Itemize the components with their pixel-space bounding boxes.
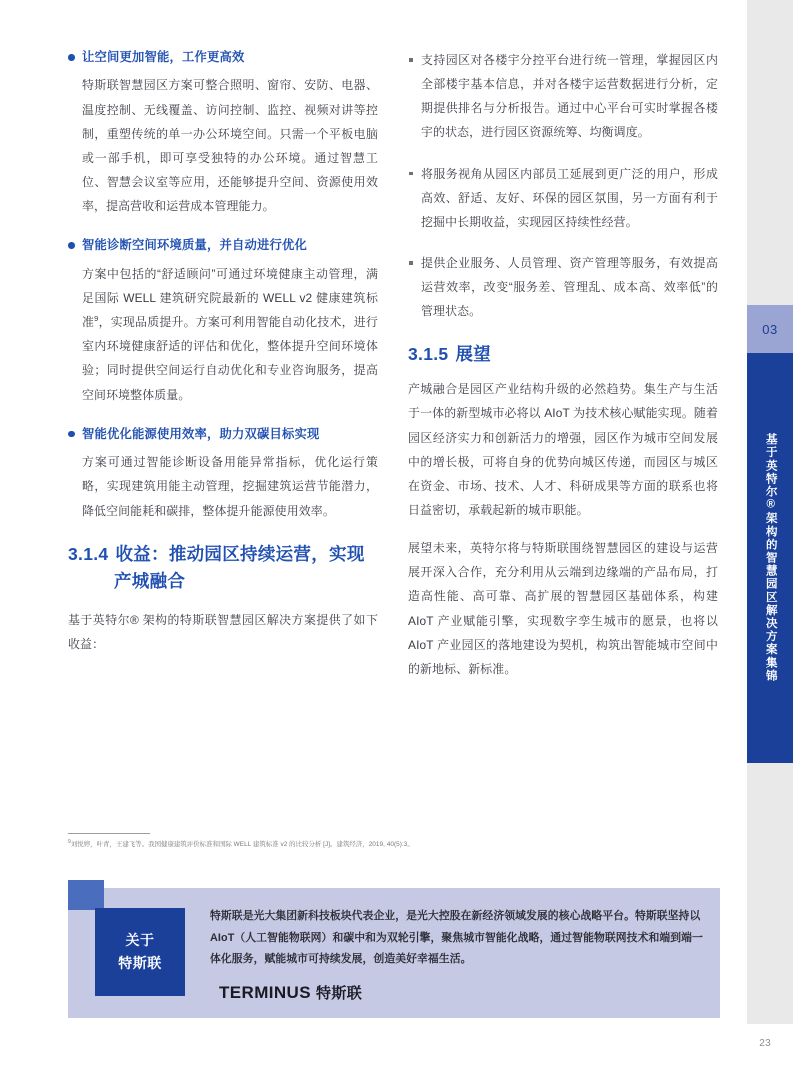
bullet-dot-icon [68, 242, 75, 249]
left-column [68, 48, 378, 670]
terminus-logo [219, 982, 362, 1003]
square-bullet-1-text: 支持园区对各楼宇分控平台进行统一管理，掌握园区内全部楼宇基本信息，并对各楼宇运营数据进行分析，定期提供排名与分析报告。通过中心平台可实时掌握各楼宇的状态，进行园区资源统筹、均衡调度。 [421, 53, 718, 140]
footnote-divider [68, 833, 150, 834]
bullet-body-2-part2: ，实现品质提升。方案可利用智能自动化技术，进行室内环境健康舒适的评估和优化，整体提升空间环境体验；同时提供空间运行自动优化和专业咨询服务，提高空间环境整体质量。 [82, 315, 378, 402]
about-label-block [95, 908, 185, 996]
bullet-heading-1 [68, 48, 378, 66]
bullet-dot-icon [68, 431, 75, 438]
square-bullet-1 [408, 48, 718, 145]
footnote-marker: 9 [68, 838, 71, 845]
section-heading-3-1-4 [68, 541, 378, 596]
section-number-3-1-5: 3.1.5 [408, 343, 449, 364]
chapter-number: 03 [747, 305, 793, 353]
square-bullet-3-text: 提供企业服务、人员管理、资产管理等服务，有效提高运营效率，改变“服务差、管理乱、成本高、效率低”的管理状态。 [421, 256, 718, 319]
section-3-1-5-paragraph-1: 产城融合是园区产业结构升级的必然趋势。集生产与生活于一体的新型城市必将以 AIoT 为技术核心赋能实现。随着园区经济实力和创新活力的增强，园区作为城市空间发展中的增长极，可将自身的优势向城区传递，而园区与城区在资金、市场、技术、人才、科研成果等方面的联系也将日益密切，承载起新的城市职能。 [408, 382, 718, 517]
about-label-line1: 关于 [125, 932, 155, 949]
footnote-marker-inline: 9 [94, 314, 99, 324]
chapter-title-tab [747, 353, 793, 763]
square-bullet-icon [409, 172, 413, 176]
square-bullet-2-text: 将服务视角从园区内部员工延展到更广泛的用户，形成高效、舒适、友好、环保的园区氛围，另一方面有利于挖掘中长期收益，实现园区持续性经营。 [421, 166, 718, 229]
section-title-3-1-4-line1: 收益：推动园区持续运营，实现 [115, 543, 365, 564]
chapter-title-text: 基于英特尔®架构的智慧园区解决方案集锦 [764, 433, 777, 683]
square-bullet-icon [409, 261, 413, 265]
terminus-logo-en: TERMINUS [219, 983, 311, 1002]
bullet-body-3: 方案可通过智能诊断设备用能异常指标，优化运行策略，实现建筑用能主动管理，挖掘建筑运营节能潜力，降低空间能耗和碳排，整体提升能源使用效率。 [82, 455, 378, 518]
section-3-1-5-paragraph-2: 展望未来，英特尔将与特斯联围绕智慧园区的建设与运营展开深入合作，充分利用从云端到边缘端的产品布局，打造高性能、高可靠、高扩展的智慧园区基础体系，构建 AIoT 产业赋能引擎，实现数字孪生城市的愿景，也将以 AIoT 产业园区的落地建设为契机，构筑出智能城市空间中的新地标、新标准。 [408, 541, 718, 676]
bullet-body-1: 特斯联智慧园区方案可整合照明、窗帘、安防、电器、温度控制、无线覆盖、访问控制、监控、视频对讲等控制，重塑传统的单一办公环境空间。只需一个平板电脑或一部手机，即可享受独特的办公环境。通过智慧工位、智慧会议室等应用，还能够提升空间、资源使用效率，提高营收和运营成本管理能力。 [82, 78, 378, 214]
bullet-heading-2-text: 智能诊断空间环境质量，并自动进行优化 [82, 238, 307, 253]
about-body-text: 特斯联是光大集团新科技板块代表企业，是光大控股在新经济领域发展的核心战略平台。特斯联坚持以 AIoT（人工智能物联网）和碳中和为双轮引擎，聚焦城市智能化战略，通过智能物联网技术和端到端一体化服务，赋能城市可持续发展，创造美好幸福生活。 [210, 910, 703, 966]
square-bullet-3 [408, 251, 718, 323]
page-number: 23 [759, 1038, 771, 1049]
bullet-heading-3-text: 智能优化能源使用效率，助力双碳目标实现 [82, 426, 320, 441]
section-heading-3-1-5 [408, 341, 718, 369]
footnote-text [68, 840, 688, 850]
section-3-1-4-intro-paragraph: 基于英特尔® 架构的特斯联智慧园区解决方案提供了如下收益： [68, 612, 378, 652]
chapter-side-tab [747, 305, 793, 763]
section-title-3-1-5: 展望 [455, 343, 492, 364]
terminus-logo-cn: 特斯联 [315, 985, 363, 1002]
square-bullet-2 [408, 162, 718, 234]
bullet-dot-icon [68, 54, 75, 61]
bullet-heading-2 [68, 236, 378, 254]
footnote [68, 833, 688, 850]
bullet-heading-1-text: 让空间更加智能，工作更高效 [82, 50, 245, 64]
section-title-3-1-4-line2: 产城融合 [114, 571, 186, 592]
about-accent-square [68, 880, 104, 910]
right-column [408, 48, 718, 695]
section-number-3-1-4: 3.1.4 [68, 543, 109, 564]
bullet-body-2-part1: 方案中包括的“舒适顾问”可通过环境健康主动管理，满足国际 WELL 建筑研究院最新的 WELL v2 健康建筑标准 [82, 266, 378, 330]
about-label-line2: 特斯联 [118, 955, 162, 971]
square-bullet-icon [409, 58, 413, 62]
bullet-heading-3 [68, 425, 378, 443]
footnote-citation: 刘悦婷，叶青，王建飞等。我国健康建筑评价标准和国际 WELL 建筑标准 v2 的比较分析 [J]。建筑经济，2019, 40(5):3。 [70, 841, 414, 848]
bullet-body-2 [68, 262, 378, 407]
